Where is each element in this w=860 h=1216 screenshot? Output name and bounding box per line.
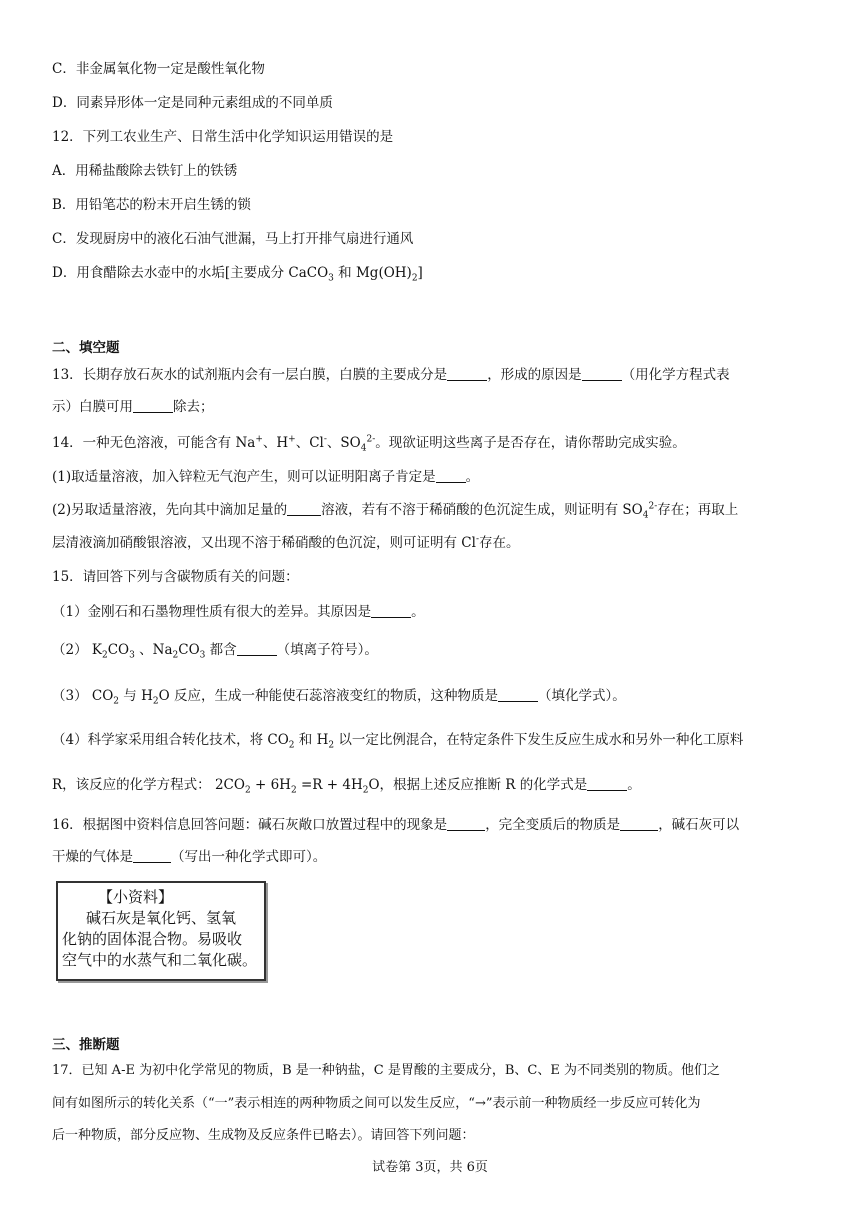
q11-option-d: D．同素异形体一定是同种元素组成的不同单质 <box>52 95 333 111</box>
info-box-material <box>56 881 266 981</box>
q12-stem: 12．下列工农业生产、日常生活中化学知识运用错误的是 <box>52 129 394 145</box>
q16-line2: 干燥的气体是 （写出一种化学式即可）。 <box>52 849 327 865</box>
answer-blank[interactable] <box>620 816 658 831</box>
answer-blank[interactable] <box>371 603 411 618</box>
q15-part4-line2: R，该反应的化学方程式： $2CO_2 + 6H_2 =R + 4H_2O$，根据上述反应推断 R 的化学式是 。 <box>52 777 641 796</box>
q13-line1: 13．长期存放石灰水的试剂瓶内会有一层白膜，白膜的主要成分是 ，形成的原因是 （用化学方程式表 <box>52 367 730 383</box>
q17-line3: 后一种物质，部分反应物、生成物及反应条件已略去）。请回答下列问题： <box>52 1128 475 1143</box>
q14-stem: 14．一种无色溶液，可能含有 Na+、H+、Cl-、$SO_4^{2-}$。现欲证明这些离子是否存在，请你帮助完成实验。 <box>52 434 686 454</box>
q16-line1: 16．根据图中资料信息回答问题：碱石灰敞口放置过程中的现象是 ，完全变质后的物质是 ，碱石灰可以 <box>52 817 740 833</box>
answer-blank[interactable] <box>447 816 485 831</box>
q13-line2: 示）白膜可用 除去； <box>52 399 214 415</box>
answer-blank[interactable] <box>237 641 277 656</box>
answer-blank[interactable] <box>582 366 622 381</box>
q12-option-d: D．用食醋除去水壶中的水垢[主要成分 CaCO$_3$ 和 $Mg(OH)_2$] <box>52 265 423 284</box>
q12-option-b: B．用铅笔芯的粉末开启生锈的锁 <box>52 197 251 213</box>
answer-blank[interactable] <box>287 501 321 516</box>
q15-part2: （2） $K_2CO_3$ 、$Na_2CO_3$ 都含 （填离子符号）。 <box>52 642 378 661</box>
answer-blank[interactable] <box>587 776 627 791</box>
q15-stem: 15．请回答下列与含碳物质有关的问题： <box>52 569 299 585</box>
q15-part3: （3） $CO_2$ 与 $H_2O$ 反应，生成一种能使石蕊溶液变红的物质，这种物质是 （填化学式）。 <box>52 688 626 707</box>
q14-part1: (1)取适量溶液，加入锌粒无气泡产生，则可以证明阳离子肯定是 。 <box>52 469 480 485</box>
section-heading-inference: 三、推断题 <box>52 1037 120 1053</box>
info-box-line: 空气中的水蒸气和二氧化碳。 <box>62 951 258 969</box>
q17-line1: 17．已知 A-E 为初中化学常见的物质，B 是一种钠盐，C 是胃酸的主要成分，B、C、E 为不同类别的物质。他们之 <box>52 1063 720 1078</box>
q14-part2-line2: 层清液滴加硝酸银溶液，又出现不溶于稀硝酸的色沉淀，则可证明有 Cl-存在。 <box>52 534 520 551</box>
q14-part2-line1: (2)另取适量溶液，先向其中滴加足量的 溶液，若有不溶于稀硝酸的色沉淀生成，则证明有 $SO_4^{2-}$存在；再取上 <box>52 501 739 521</box>
answer-blank[interactable] <box>436 468 466 483</box>
q15-part1: （1）金刚石和石墨物理性质有很大的差异。其原因是 。 <box>52 604 425 620</box>
section-heading-fill-in: 二、填空题 <box>52 340 120 356</box>
info-box-line: 化钠的固体混合物。易吸收 <box>62 930 243 948</box>
answer-blank[interactable] <box>133 848 171 863</box>
q11-option-c: C．非金属氧化物一定是酸性氧化物 <box>52 61 265 77</box>
answer-blank[interactable] <box>498 687 538 702</box>
q17-line2: 间有如图所示的转化关系（“一”表示相连的两种物质之间可以发生反应，“→”表示前一种物质经一步反应可转化为 <box>52 1096 701 1111</box>
q12-option-c: C．发现厨房中的液化石油气泄漏，马上打开排气扇进行通风 <box>52 231 414 247</box>
info-box-line: 碱石灰是氧化钙、氢氧 <box>86 909 237 927</box>
q12-option-a: A．用稀盐酸除去铁钉上的铁锈 <box>52 163 238 179</box>
page-footer: 试卷第 3页，共 6页 <box>372 1160 488 1175</box>
answer-blank[interactable] <box>133 398 173 413</box>
answer-blank[interactable] <box>447 366 487 381</box>
info-box-title: 【小资料】 <box>98 888 174 906</box>
q15-part4-line1: （4）科学家采用组合转化技术，将 $CO_2$ 和 $H_2$ 以一定比例混合，在特定条件下发生反应生成水和另外一种化工原料 <box>52 732 744 751</box>
